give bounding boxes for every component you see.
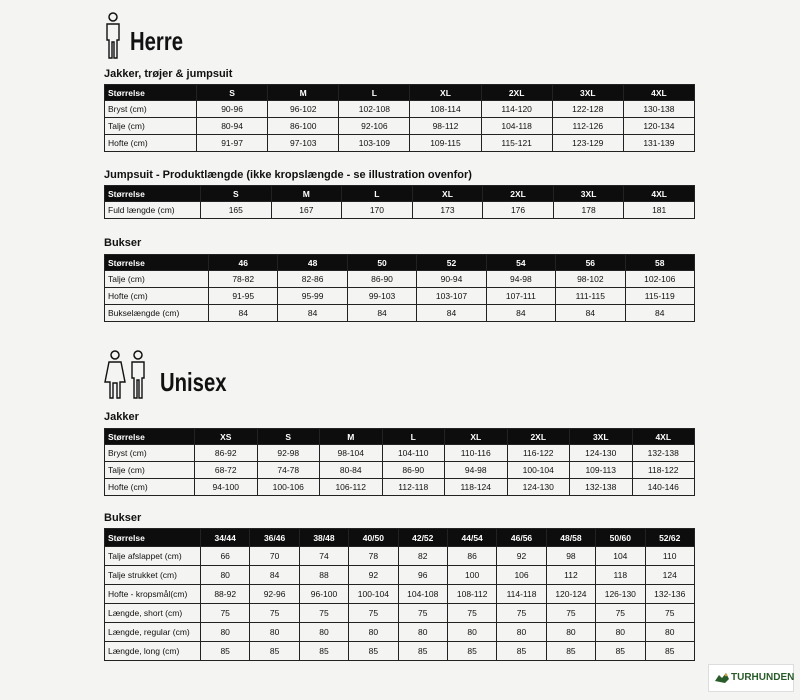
table-row bbox=[105, 604, 695, 623]
header-row bbox=[105, 186, 695, 202]
value-cell: 176 bbox=[483, 202, 554, 219]
table-row bbox=[105, 642, 695, 661]
value-cell: 109-115 bbox=[410, 135, 481, 152]
value-cell: 80 bbox=[250, 623, 299, 642]
header-size-cell: 48 bbox=[278, 255, 347, 271]
header-size-cell: 4XL bbox=[624, 186, 695, 202]
value-cell: 92 bbox=[349, 566, 398, 585]
header-row bbox=[105, 255, 695, 271]
header-size-cell: 3XL bbox=[552, 85, 623, 101]
value-cell: 84 bbox=[625, 305, 694, 322]
value-cell: 97-103 bbox=[268, 135, 339, 152]
value-cell: 122-128 bbox=[552, 101, 623, 118]
value-cell: 94-98 bbox=[445, 462, 508, 479]
row-label-cell: Bryst (cm) bbox=[105, 445, 195, 462]
header-size-cell: M bbox=[268, 85, 339, 101]
value-cell: 80 bbox=[299, 623, 348, 642]
value-cell: 82-86 bbox=[278, 271, 347, 288]
table-row bbox=[105, 462, 695, 479]
herre-jumpsuit-title: Jumpsuit - Produktlængde (ikke kropslængde - se illustration ovenfor) bbox=[104, 169, 472, 181]
table-row bbox=[105, 288, 695, 305]
value-cell: 85 bbox=[546, 642, 595, 661]
value-cell: 116-122 bbox=[507, 445, 570, 462]
value-cell: 75 bbox=[596, 604, 645, 623]
value-cell: 96 bbox=[398, 566, 447, 585]
value-cell: 70 bbox=[250, 547, 299, 566]
value-cell: 80 bbox=[349, 623, 398, 642]
header-size-cell: XL bbox=[445, 429, 508, 445]
table-row bbox=[105, 479, 695, 496]
header-size-cell: 46 bbox=[209, 255, 278, 271]
value-cell: 91-95 bbox=[209, 288, 278, 305]
value-cell: 112-126 bbox=[552, 118, 623, 135]
value-cell: 92-96 bbox=[250, 585, 299, 604]
value-cell: 84 bbox=[486, 305, 555, 322]
value-cell: 118 bbox=[596, 566, 645, 585]
header-label-cell: Størrelse bbox=[105, 429, 195, 445]
value-cell: 114-120 bbox=[481, 101, 552, 118]
header-size-cell: 40/50 bbox=[349, 529, 398, 547]
value-cell: 95-99 bbox=[278, 288, 347, 305]
value-cell: 80-94 bbox=[197, 118, 268, 135]
header-size-cell: L bbox=[342, 186, 413, 202]
value-cell: 85 bbox=[645, 642, 694, 661]
header-size-cell: 54 bbox=[486, 255, 555, 271]
value-cell: 112 bbox=[546, 566, 595, 585]
value-cell: 90-94 bbox=[417, 271, 486, 288]
value-cell: 98-112 bbox=[410, 118, 481, 135]
logo-text: TURHUNDEN bbox=[731, 672, 795, 683]
value-cell: 85 bbox=[596, 642, 645, 661]
table-row bbox=[105, 623, 695, 642]
header-size-cell: S bbox=[257, 429, 320, 445]
header-size-cell: 36/46 bbox=[250, 529, 299, 547]
header-size-cell: L bbox=[382, 429, 445, 445]
herre-bukser-table bbox=[104, 254, 695, 322]
header-size-cell: 44/54 bbox=[447, 529, 496, 547]
header-size-cell: XL bbox=[410, 85, 481, 101]
row-label-cell: Hofte - kropsmål(cm) bbox=[105, 585, 201, 604]
value-cell: 80 bbox=[398, 623, 447, 642]
header-label-cell: Størrelse bbox=[105, 529, 201, 547]
value-cell: 104 bbox=[596, 547, 645, 566]
table-row bbox=[105, 305, 695, 322]
value-cell: 123-129 bbox=[552, 135, 623, 152]
value-cell: 98-104 bbox=[320, 445, 383, 462]
value-cell: 86-90 bbox=[347, 271, 416, 288]
header-size-cell: 42/52 bbox=[398, 529, 447, 547]
header-size-cell: 2XL bbox=[481, 85, 552, 101]
value-cell: 80 bbox=[447, 623, 496, 642]
value-cell: 80 bbox=[201, 623, 250, 642]
row-label-cell: Talje strukket (cm) bbox=[105, 566, 201, 585]
header-size-cell: 3XL bbox=[553, 186, 624, 202]
value-cell: 84 bbox=[278, 305, 347, 322]
table-row bbox=[105, 445, 695, 462]
value-cell: 91-97 bbox=[197, 135, 268, 152]
header-size-cell: 52/62 bbox=[645, 529, 694, 547]
male-figure-icon bbox=[104, 12, 122, 60]
value-cell: 124-130 bbox=[507, 479, 570, 496]
header-size-cell: XS bbox=[195, 429, 258, 445]
header-size-cell: 4XL bbox=[623, 85, 694, 101]
value-cell: 104-108 bbox=[398, 585, 447, 604]
herre-jakker-title: Jakker, trøjer & jumpsuit bbox=[104, 68, 233, 80]
table-row bbox=[105, 101, 695, 118]
value-cell: 108-112 bbox=[447, 585, 496, 604]
value-cell: 94-98 bbox=[486, 271, 555, 288]
value-cell: 98-102 bbox=[556, 271, 625, 288]
unisex-jakker-title: Jakker bbox=[104, 411, 139, 423]
value-cell: 84 bbox=[417, 305, 486, 322]
value-cell: 167 bbox=[271, 202, 342, 219]
value-cell: 104-118 bbox=[481, 118, 552, 135]
value-cell: 92-106 bbox=[339, 118, 410, 135]
value-cell: 100-104 bbox=[349, 585, 398, 604]
value-cell: 118-122 bbox=[632, 462, 695, 479]
value-cell: 74 bbox=[299, 547, 348, 566]
value-cell: 80 bbox=[596, 623, 645, 642]
value-cell: 103-109 bbox=[339, 135, 410, 152]
value-cell: 80-84 bbox=[320, 462, 383, 479]
value-cell: 170 bbox=[342, 202, 413, 219]
unisex-figures-icon bbox=[104, 350, 150, 400]
header-size-cell: L bbox=[339, 85, 410, 101]
value-cell: 173 bbox=[412, 202, 483, 219]
header-size-cell: 48/58 bbox=[546, 529, 595, 547]
row-label-cell: Talje (cm) bbox=[105, 271, 209, 288]
value-cell: 165 bbox=[201, 202, 272, 219]
value-cell: 112-118 bbox=[382, 479, 445, 496]
value-cell: 75 bbox=[546, 604, 595, 623]
herre-title: Herre bbox=[130, 26, 183, 56]
row-label-cell: Talje afslappet (cm) bbox=[105, 547, 201, 566]
value-cell: 98 bbox=[546, 547, 595, 566]
value-cell: 86-92 bbox=[195, 445, 258, 462]
value-cell: 68-72 bbox=[195, 462, 258, 479]
value-cell: 96-100 bbox=[299, 585, 348, 604]
value-cell: 80 bbox=[497, 623, 546, 642]
header-size-cell: 58 bbox=[625, 255, 694, 271]
header-size-cell: 3XL bbox=[570, 429, 633, 445]
header-row bbox=[105, 85, 695, 101]
header-size-cell: 2XL bbox=[507, 429, 570, 445]
value-cell: 100 bbox=[447, 566, 496, 585]
header-label-cell: Størrelse bbox=[105, 85, 197, 101]
value-cell: 124 bbox=[645, 566, 694, 585]
value-cell: 85 bbox=[349, 642, 398, 661]
value-cell: 94-100 bbox=[195, 479, 258, 496]
herre-jumpsuit-table bbox=[104, 185, 695, 219]
row-label-cell: Fuld længde (cm) bbox=[105, 202, 201, 219]
unisex-bukser-table bbox=[104, 528, 695, 661]
value-cell: 84 bbox=[250, 566, 299, 585]
value-cell: 84 bbox=[556, 305, 625, 322]
value-cell: 120-134 bbox=[623, 118, 694, 135]
value-cell: 78-82 bbox=[209, 271, 278, 288]
header-size-cell: S bbox=[201, 186, 272, 202]
value-cell: 80 bbox=[546, 623, 595, 642]
value-cell: 109-113 bbox=[570, 462, 633, 479]
value-cell: 74-78 bbox=[257, 462, 320, 479]
table-row bbox=[105, 202, 695, 219]
value-cell: 131-139 bbox=[623, 135, 694, 152]
value-cell: 75 bbox=[250, 604, 299, 623]
row-label-cell: Hofte (cm) bbox=[105, 288, 209, 305]
value-cell: 88-92 bbox=[201, 585, 250, 604]
table-row bbox=[105, 547, 695, 566]
value-cell: 111-115 bbox=[556, 288, 625, 305]
table-row bbox=[105, 585, 695, 604]
value-cell: 84 bbox=[347, 305, 416, 322]
header-size-cell: 2XL bbox=[483, 186, 554, 202]
value-cell: 106-112 bbox=[320, 479, 383, 496]
header-size-cell: 50 bbox=[347, 255, 416, 271]
value-cell: 96-102 bbox=[268, 101, 339, 118]
header-size-cell: M bbox=[320, 429, 383, 445]
value-cell: 85 bbox=[201, 642, 250, 661]
value-cell: 75 bbox=[398, 604, 447, 623]
value-cell: 86-100 bbox=[268, 118, 339, 135]
value-cell: 103-107 bbox=[417, 288, 486, 305]
value-cell: 115-121 bbox=[481, 135, 552, 152]
value-cell: 80 bbox=[201, 566, 250, 585]
unisex-bukser-title: Bukser bbox=[104, 512, 142, 524]
value-cell: 92 bbox=[497, 547, 546, 566]
value-cell: 126-130 bbox=[596, 585, 645, 604]
value-cell: 85 bbox=[299, 642, 348, 661]
value-cell: 114-118 bbox=[497, 585, 546, 604]
header-label-cell: Størrelse bbox=[105, 186, 201, 202]
value-cell: 84 bbox=[209, 305, 278, 322]
row-label-cell: Længde, regular (cm) bbox=[105, 623, 201, 642]
row-label-cell: Talje (cm) bbox=[105, 462, 195, 479]
header-size-cell: 50/60 bbox=[596, 529, 645, 547]
table-row bbox=[105, 271, 695, 288]
value-cell: 178 bbox=[553, 202, 624, 219]
value-cell: 132-136 bbox=[645, 585, 694, 604]
value-cell: 75 bbox=[349, 604, 398, 623]
value-cell: 102-108 bbox=[339, 101, 410, 118]
value-cell: 140-146 bbox=[632, 479, 695, 496]
value-cell: 75 bbox=[201, 604, 250, 623]
value-cell: 100-104 bbox=[507, 462, 570, 479]
table-row bbox=[105, 118, 695, 135]
value-cell: 66 bbox=[201, 547, 250, 566]
value-cell: 85 bbox=[447, 642, 496, 661]
table-row bbox=[105, 566, 695, 585]
header-size-cell: M bbox=[271, 186, 342, 202]
header-size-cell: 46/56 bbox=[497, 529, 546, 547]
header-size-cell: 56 bbox=[556, 255, 625, 271]
value-cell: 115-119 bbox=[625, 288, 694, 305]
value-cell: 100-106 bbox=[257, 479, 320, 496]
value-cell: 78 bbox=[349, 547, 398, 566]
row-label-cell: Bukselængde (cm) bbox=[105, 305, 209, 322]
value-cell: 75 bbox=[645, 604, 694, 623]
turhunden-logo bbox=[708, 664, 794, 692]
header-size-cell: 34/44 bbox=[201, 529, 250, 547]
value-cell: 110 bbox=[645, 547, 694, 566]
value-cell: 124-130 bbox=[570, 445, 633, 462]
row-label-cell: Hofte (cm) bbox=[105, 135, 197, 152]
value-cell: 130-138 bbox=[623, 101, 694, 118]
value-cell: 92-98 bbox=[257, 445, 320, 462]
value-cell: 102-106 bbox=[625, 271, 694, 288]
header-size-cell: XL bbox=[412, 186, 483, 202]
unisex-title: Unisex bbox=[160, 367, 227, 397]
value-cell: 86-90 bbox=[382, 462, 445, 479]
value-cell: 107-111 bbox=[486, 288, 555, 305]
value-cell: 88 bbox=[299, 566, 348, 585]
row-label-cell: Længde, long (cm) bbox=[105, 642, 201, 661]
value-cell: 80 bbox=[645, 623, 694, 642]
value-cell: 106 bbox=[497, 566, 546, 585]
value-cell: 108-114 bbox=[410, 101, 481, 118]
value-cell: 75 bbox=[447, 604, 496, 623]
dog-mark-icon bbox=[713, 669, 731, 687]
row-label-cell: Bryst (cm) bbox=[105, 101, 197, 118]
value-cell: 118-124 bbox=[445, 479, 508, 496]
value-cell: 86 bbox=[447, 547, 496, 566]
table-row bbox=[105, 135, 695, 152]
value-cell: 75 bbox=[497, 604, 546, 623]
value-cell: 181 bbox=[624, 202, 695, 219]
value-cell: 75 bbox=[299, 604, 348, 623]
value-cell: 85 bbox=[398, 642, 447, 661]
value-cell: 99-103 bbox=[347, 288, 416, 305]
value-cell: 85 bbox=[497, 642, 546, 661]
header-size-cell: 4XL bbox=[632, 429, 695, 445]
header-row bbox=[105, 529, 695, 547]
row-label-cell: Længde, short (cm) bbox=[105, 604, 201, 623]
value-cell: 82 bbox=[398, 547, 447, 566]
header-size-cell: 52 bbox=[417, 255, 486, 271]
value-cell: 132-138 bbox=[632, 445, 695, 462]
row-label-cell: Hofte (cm) bbox=[105, 479, 195, 496]
row-label-cell: Talje (cm) bbox=[105, 118, 197, 135]
value-cell: 120-124 bbox=[546, 585, 595, 604]
header-label-cell: Størrelse bbox=[105, 255, 209, 271]
herre-jakker-table bbox=[104, 84, 695, 152]
value-cell: 85 bbox=[250, 642, 299, 661]
unisex-jakker-table bbox=[104, 428, 695, 496]
value-cell: 90-96 bbox=[197, 101, 268, 118]
header-row bbox=[105, 429, 695, 445]
header-size-cell: S bbox=[197, 85, 268, 101]
value-cell: 132-138 bbox=[570, 479, 633, 496]
herre-bukser-title: Bukser bbox=[104, 237, 142, 249]
value-cell: 110-116 bbox=[445, 445, 508, 462]
value-cell: 104-110 bbox=[382, 445, 445, 462]
header-size-cell: 38/48 bbox=[299, 529, 348, 547]
